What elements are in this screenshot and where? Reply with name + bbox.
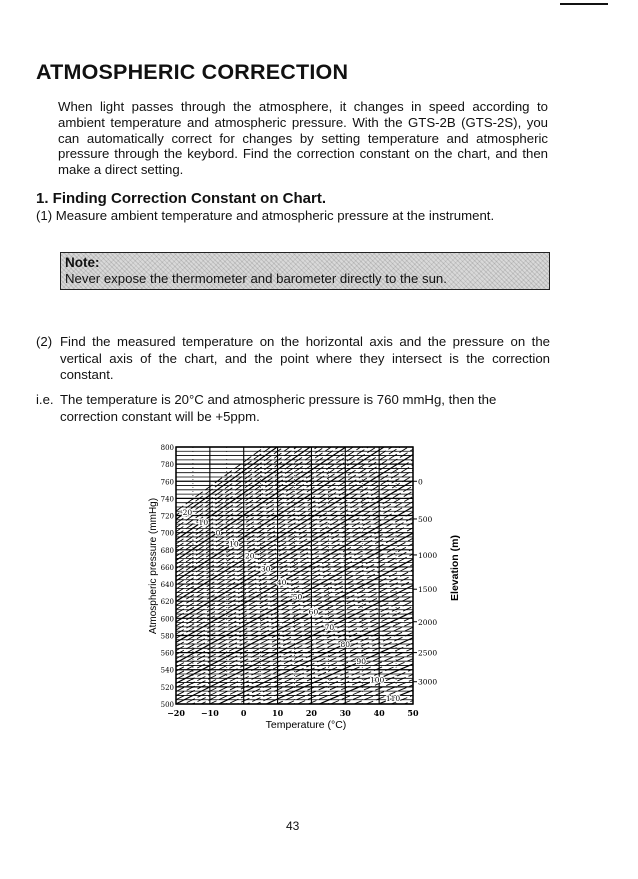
y-axis-label: Atmospheric pressure (mmHg) bbox=[148, 497, 159, 635]
x-tick-label: −10 bbox=[200, 708, 219, 718]
ppm-label: 50 bbox=[292, 592, 303, 602]
y-tick-label: 600 bbox=[160, 615, 174, 624]
y-tick-label: 760 bbox=[160, 478, 174, 487]
x-axis-label: Temperature (°C) bbox=[265, 719, 347, 731]
x-tick-label: 30 bbox=[339, 708, 351, 718]
y-axis-ticks bbox=[161, 444, 174, 709]
y-tick-label: 580 bbox=[160, 632, 174, 641]
x-tick-label: 40 bbox=[373, 708, 385, 718]
example-prefix: i.e. bbox=[36, 392, 54, 407]
elevation-tick-label: 1500 bbox=[418, 585, 438, 595]
ppm-line bbox=[176, 444, 413, 593]
step-1: (1) Measure ambient temperature and atmospheric pressure at the instrument. bbox=[36, 208, 495, 223]
ppm-label: -20 bbox=[180, 508, 193, 518]
y-tick-label: 800 bbox=[160, 444, 174, 452]
elevation-tick-label: 0 bbox=[418, 477, 423, 487]
intro-paragraph: When light passes through the atmosphere, it changes in speed according to ambient temperature and atmospheric pressure. With the GTS-2B (GTS-2S), you can automatically correct for changes by setting temperature and atmospheric pressure through the keybord. Find the correction constant on the chart, and then make a direct setting. bbox=[58, 99, 548, 178]
page-title: ATMOSPHERIC CORRECTION bbox=[36, 60, 349, 84]
ppm-line bbox=[176, 559, 413, 683]
y-tick-label: 660 bbox=[160, 563, 174, 572]
ppm-label: 80 bbox=[340, 639, 351, 649]
ppm-label: 40 bbox=[276, 577, 287, 587]
y-tick-label: 620 bbox=[160, 598, 174, 607]
ppm-label: 100 bbox=[369, 675, 385, 685]
ppm-label: 0 bbox=[215, 528, 221, 538]
note-label: Note: bbox=[65, 255, 100, 270]
step-2-text: Find the measured temperature on the horizontal axis and the pressure on the vertical axis of the chart, and the point where they intersect is the correction constant. bbox=[60, 334, 550, 382]
x-tick-label: −20 bbox=[167, 708, 185, 718]
ppm-label: 30 bbox=[260, 564, 271, 574]
ppm-label: -10 bbox=[196, 517, 209, 527]
elevation-tick-label: 2500 bbox=[418, 648, 438, 658]
y-tick-label: 700 bbox=[160, 529, 174, 538]
elevation-tick-label: 2000 bbox=[418, 617, 438, 627]
y-tick-label: 740 bbox=[160, 495, 174, 504]
elevation-axis-ticks bbox=[413, 477, 437, 686]
elevation-tick-label: 500 bbox=[418, 514, 433, 524]
elevation-tick-label: 3000 bbox=[418, 677, 438, 687]
example-text: The temperature is 20°C and atmospheric pressure is 760 mmHg, then the correction constant will be +5ppm. bbox=[60, 392, 497, 424]
ppm-label: 90 bbox=[356, 657, 366, 667]
ppm-label: 70 bbox=[324, 623, 335, 633]
y-tick-label: 520 bbox=[160, 683, 174, 692]
y-tick-label: 560 bbox=[160, 649, 174, 658]
ppm-line bbox=[176, 591, 413, 708]
y-tick-label: 720 bbox=[160, 512, 174, 521]
ppm-lines bbox=[176, 339, 413, 806]
y-tick-label: 500 bbox=[160, 701, 174, 709]
x-axis-ticks bbox=[167, 708, 419, 718]
step-2-number: (2) bbox=[36, 334, 53, 349]
x-tick-label: 10 bbox=[272, 708, 284, 718]
ppm-label: 10 bbox=[229, 539, 239, 549]
ppm-label: 110 bbox=[385, 694, 401, 704]
y-tick-label: 780 bbox=[160, 461, 174, 470]
x-tick-label: 50 bbox=[407, 708, 419, 718]
x-tick-label: 0 bbox=[240, 708, 247, 718]
elevation-axis-label: Elevation (m) bbox=[449, 535, 461, 601]
ppm-line bbox=[176, 551, 413, 679]
ppm-label: 20 bbox=[245, 551, 255, 561]
y-tick-label: 680 bbox=[160, 546, 174, 555]
page-number: 43 bbox=[286, 819, 300, 833]
section-heading: 1. Finding Correction Constant on Chart. bbox=[36, 190, 326, 207]
y-tick-label: 540 bbox=[160, 666, 174, 675]
elevation-tick-label: 1000 bbox=[418, 550, 438, 560]
note-text: Never expose the thermometer and barometer directly to the sun. bbox=[65, 271, 447, 286]
y-tick-label: 640 bbox=[160, 581, 174, 590]
x-tick-label: 20 bbox=[305, 708, 317, 718]
ppm-label: 60 bbox=[308, 607, 319, 617]
